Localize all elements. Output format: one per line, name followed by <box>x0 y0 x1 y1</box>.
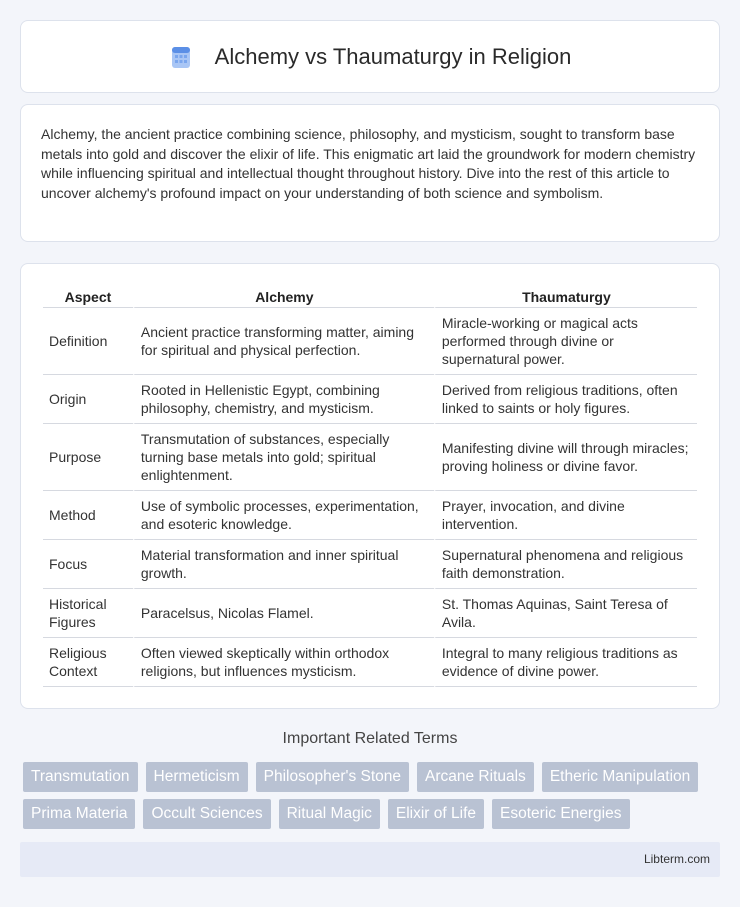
header-alchemy: Alchemy <box>133 284 434 308</box>
row-alchemy: Often viewed skeptically within orthodox religions, but influences mysticism. <box>133 638 434 687</box>
related-terms-title: Important Related Terms <box>282 730 458 747</box>
table-row <box>43 424 697 491</box>
table-row <box>43 638 697 687</box>
row-aspect: Method <box>43 491 133 540</box>
tag-occult-sciences[interactable]: Occult Sciences <box>143 799 270 829</box>
footer <box>20 842 720 877</box>
tag-elixir-of-life[interactable]: Elixir of Life <box>388 799 484 829</box>
table-row <box>43 308 697 375</box>
row-thaumaturgy: Miracle-working or magical acts performed through divine or supernatural power. <box>434 308 697 375</box>
intro-text: Alchemy, the ancient practice combining science, philosophy, and mysticism, sought to transform base metals into gold and discover the elixir of life. This enigmatic art laid the groundwork for modern chemistry while influencing spiritual and intellectual thought throughout history. Dive into the rest of this article to uncover alchemy's profound impact on your understanding of both science and symbolism. <box>41 126 696 201</box>
page-title: Alchemy vs Thaumaturgy in Religion <box>214 43 572 69</box>
related-terms <box>23 762 723 836</box>
row-thaumaturgy: Manifesting divine will through miracles; proving holiness or divine favor. <box>434 424 697 491</box>
footer-brand[interactable]: Libterm.com <box>643 852 710 866</box>
row-thaumaturgy: Integral to many religious traditions as evidence of divine power. <box>434 638 697 687</box>
tag-ritual-magic[interactable]: Ritual Magic <box>279 799 380 829</box>
row-alchemy: Rooted in Hellenistic Egypt, combining philosophy, chemistry, and mysticism. <box>133 375 434 424</box>
tag-row <box>23 762 723 792</box>
row-alchemy: Use of symbolic processes, experimentation, and esoteric knowledge. <box>133 491 434 540</box>
document-icon <box>169 45 193 69</box>
tag-esoteric-energies[interactable]: Esoteric Energies <box>492 799 629 829</box>
tag-etheric-manipulation[interactable]: Etheric Manipulation <box>542 762 698 792</box>
row-thaumaturgy: Supernatural phenomena and religious faith demonstration. <box>434 540 697 589</box>
table-row <box>43 491 697 540</box>
table-row <box>43 375 697 424</box>
row-alchemy: Paracelsus, Nicolas Flamel. <box>133 589 434 638</box>
tag-arcane-rituals[interactable]: Arcane Rituals <box>417 762 534 792</box>
header-aspect: Aspect <box>43 284 133 308</box>
row-aspect: Definition <box>43 308 133 375</box>
row-thaumaturgy: Derived from religious traditions, often linked to saints or holy figures. <box>434 375 697 424</box>
tag-philosophers-stone[interactable]: Philosopher's Stone <box>256 762 409 792</box>
row-alchemy: Ancient practice transforming matter, aiming for spiritual and physical perfection. <box>133 308 434 375</box>
tag-row <box>23 799 723 829</box>
table-row <box>43 589 697 638</box>
comparison-card <box>20 263 720 709</box>
tag-prima-materia[interactable]: Prima Materia <box>23 799 135 829</box>
intro-card <box>20 104 720 242</box>
row-aspect: Focus <box>43 540 133 589</box>
row-alchemy: Transmutation of substances, especially turning base metals into gold; spiritual enlightenment. <box>133 424 434 491</box>
tag-hermeticism[interactable]: Hermeticism <box>146 762 248 792</box>
table-header-row <box>43 284 697 308</box>
row-thaumaturgy: Prayer, invocation, and divine intervention. <box>434 491 697 540</box>
header-card <box>20 20 720 93</box>
header-thaumaturgy: Thaumaturgy <box>434 284 697 308</box>
row-thaumaturgy: St. Thomas Aquinas, Saint Teresa of Avila. <box>434 589 697 638</box>
comparison-table <box>43 284 697 687</box>
row-aspect: Origin <box>43 375 133 424</box>
row-alchemy: Material transformation and inner spiritual growth. <box>133 540 434 589</box>
row-aspect: Purpose <box>43 424 133 491</box>
row-aspect: Religious Context <box>43 638 133 687</box>
tag-transmutation[interactable]: Transmutation <box>23 762 138 792</box>
row-aspect: Historical Figures <box>43 589 133 638</box>
table-row <box>43 540 697 589</box>
